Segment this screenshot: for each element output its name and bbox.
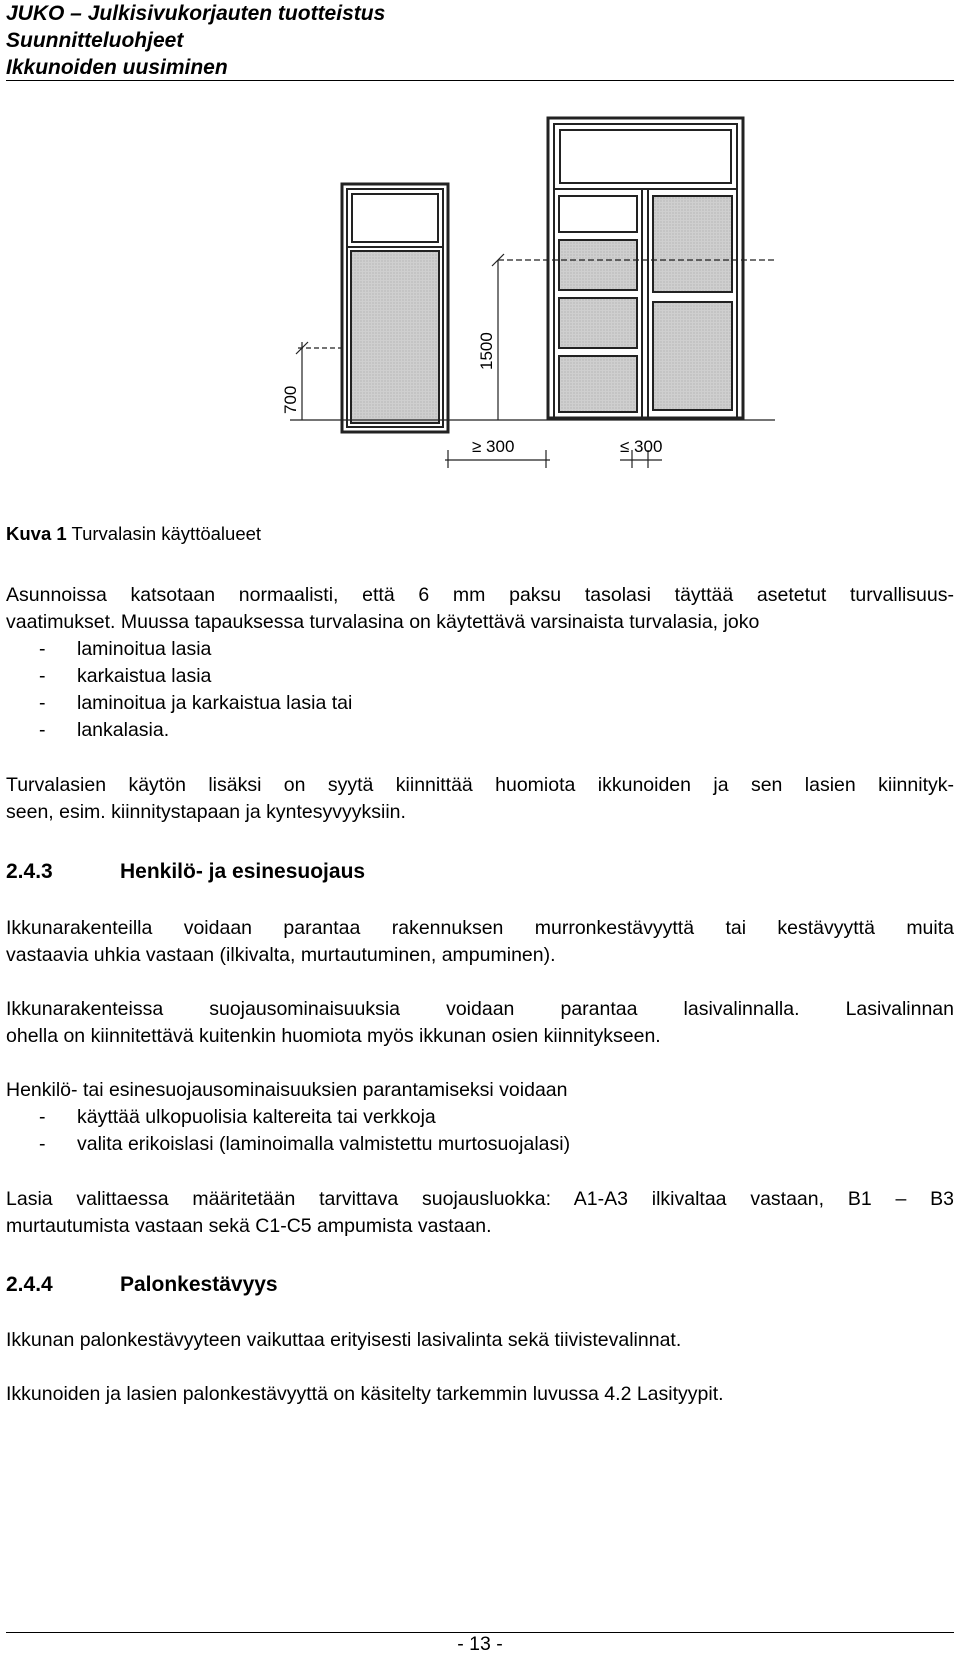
paragraph-line: Lasia valittaessa määritetään tarvittava suojausluokka: A1-A3 ilkivaltaa vastaan, B1 – B3	[6, 1188, 954, 1210]
caption-label: Kuva 1	[6, 523, 67, 544]
section-heading-2-4-3	[6, 858, 365, 885]
paragraph-line: vastaavia uhkia vastaan (ilkivalta, murtautuminen, ampuminen).	[6, 944, 556, 966]
paragraph-line: Asunnoissa katsotaan normaalisti, että 6 mm paksu tasolasi täyttää asetetut turvallisuus-	[6, 584, 954, 606]
paragraph-line: murtautumista vastaan sekä C1-C5 ampumista vastaan.	[6, 1215, 492, 1237]
list-item	[6, 1131, 570, 1158]
list-item	[6, 1104, 436, 1131]
list-dash: -	[39, 692, 46, 714]
section-number: 2.4.3	[6, 860, 53, 883]
list-item-text: lankalasia.	[77, 719, 170, 741]
dimension-label-min300: ≥ 300	[472, 437, 515, 456]
paragraph-line: Ikkunan palonkestävyyteen vaikuttaa erityisesti lasivalinta sekä tiivistevalinnat.	[6, 1329, 682, 1351]
paragraph-line: Ikkunarakenteissa suojausominaisuuksia voidaan parantaa lasivalinnalla. Lasivalinnan	[6, 998, 954, 1020]
paragraph-line: Ikkunoiden ja lasien palonkestävyyttä on käsitelty tarkemmin luvussa 4.2 Lasityypit.	[6, 1383, 724, 1405]
list-item-text: käyttää ulkopuolisia kaltereita tai verkkoja	[77, 1106, 436, 1128]
header-chapter-title: Ikkunoiden uusiminen	[6, 56, 228, 79]
dimension-label-700: 700	[281, 385, 300, 414]
paragraph-line: seen, esim. kiinnitystapaan ja kyntesyvyyksiin.	[6, 801, 406, 823]
list-item	[6, 717, 169, 744]
paragraph-line: Ikkunarakenteilla voidaan parantaa rakennuksen murronkestävyyttä tai kestävyyttä muita	[6, 917, 954, 939]
list-dash: -	[39, 1133, 46, 1155]
dimension-label-1500: 1500	[477, 332, 496, 370]
paragraph-line: Turvalasien käytön lisäksi on syytä kiinnittää huomiota ikkunoiden ja sen lasien kiinnityk-	[6, 774, 954, 796]
header-project-title: JUKO – Julkisivukorjauten tuotteistus	[6, 2, 386, 25]
list-dash: -	[39, 719, 46, 741]
paragraph-line: ohella on kiinnitettävä kuitenkin huomiota myös ikkunan osien kiinnitykseen.	[6, 1025, 661, 1047]
list-item-text: valita erikoislasi (laminoimalla valmistettu murtosuojalasi)	[77, 1133, 571, 1155]
page-header	[6, 0, 954, 81]
list-item	[6, 663, 211, 690]
section-title: Palonkestävyys	[120, 1273, 278, 1296]
list-item	[6, 690, 352, 717]
list-dash: -	[39, 638, 46, 660]
list-dash: -	[39, 665, 46, 687]
page-number: - 13 -	[457, 1633, 503, 1655]
section-heading-2-4-4	[6, 1271, 278, 1298]
caption-text: Turvalasin käyttöalueet	[66, 523, 262, 544]
dimension-label-max300: ≤ 300	[620, 437, 663, 456]
safety-glass-diagram	[270, 110, 790, 480]
figure-caption	[6, 520, 954, 547]
right-window-door	[548, 118, 743, 418]
section-number: 2.4.4	[6, 1273, 53, 1296]
list-item-text: laminoitua ja karkaistua lasia tai	[77, 692, 353, 714]
paragraph-line: Henkilö- tai esinesuojausominaisuuksien parantamiseksi voidaan	[6, 1079, 568, 1101]
list-item-text: karkaistua lasia	[77, 665, 212, 687]
list-item	[6, 636, 211, 663]
header-document-type: Suunnitteluohjeet	[6, 29, 184, 52]
list-item-text: laminoitua lasia	[77, 638, 212, 660]
left-window	[342, 184, 448, 432]
header-divider	[6, 80, 954, 81]
paragraph-line: vaatimukset. Muussa tapauksessa turvalasina on käytettävä varsinaista turvalasia, joko	[6, 611, 760, 633]
list-dash: -	[39, 1106, 46, 1128]
section-title: Henkilö- ja esinesuojaus	[120, 860, 366, 883]
